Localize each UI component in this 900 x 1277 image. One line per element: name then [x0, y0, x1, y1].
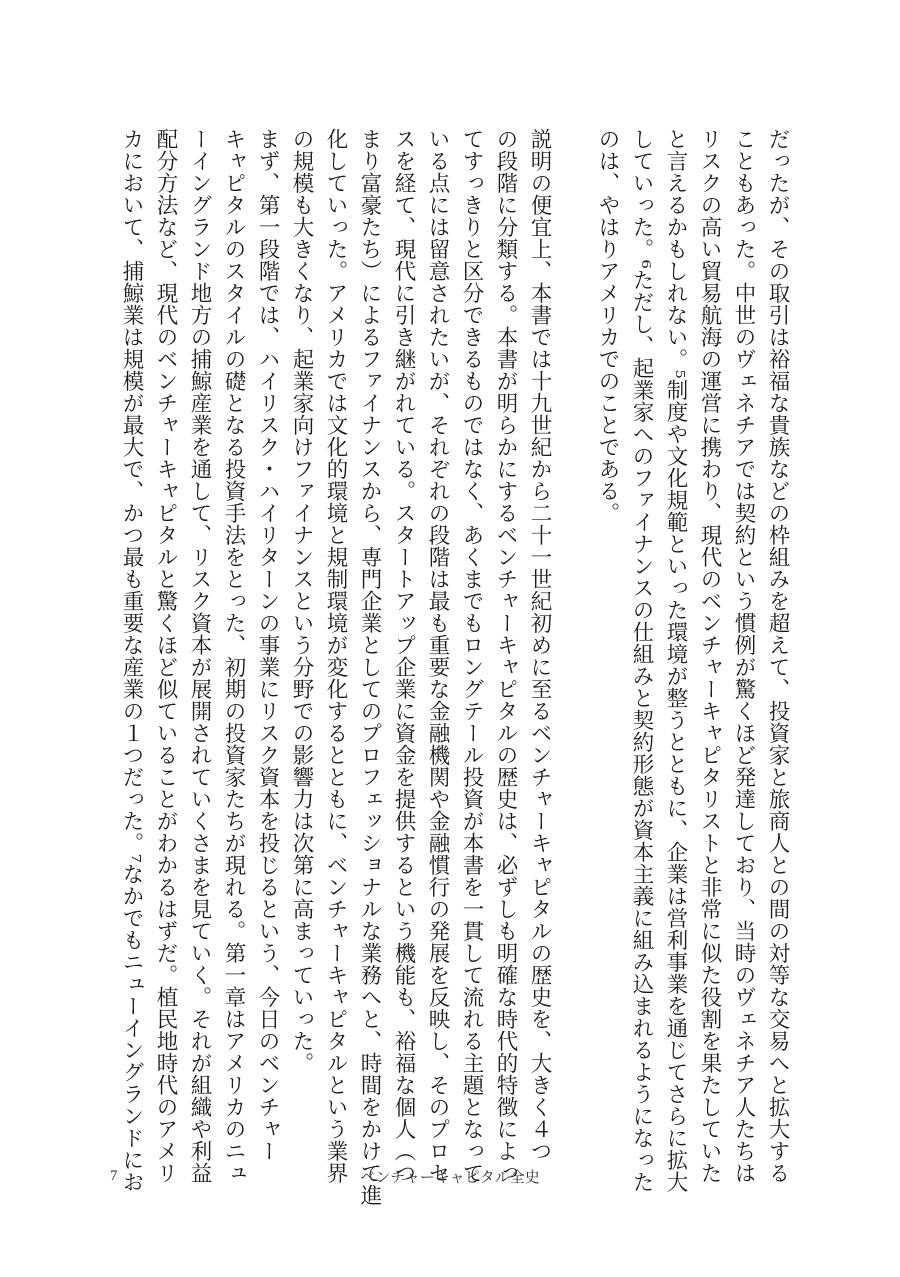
- text-column-15: の規模も大きくなり、起業家向けファイナンスという分野での影響力は次第に高まっていった。: [289, 128, 314, 1074]
- text-column-19: 配分方法など、現代のベンチャーキャピタルと驚くほど似ていることがわかるはずだ。植民地時代のアメリ: [153, 128, 178, 1184]
- book-title-footer: ベンチャーキャピタル全史: [360, 1168, 540, 1186]
- text-column-17: キャピタルのスタイルの礎となる投資手法をとった、初期の投資家たちが現れる。第一章はアメリカのニュ: [221, 128, 246, 1184]
- text-column-14: 化していった。アメリカでは文化的環境と規制環境が変化するとともに、ベンチャーキャピタルという業界: [323, 128, 348, 1184]
- text-column-13: まり富豪たち）によるファイナンスから、専門企業としてのプロフェッショナルな業務へと、時間をかけて進: [357, 128, 382, 1206]
- text-column-1: だったが、その取引は裕福な貴族などの枠組みを超えて、投資家と旅商人との間の対等な交易へと拡大する: [765, 128, 790, 1184]
- text-column-5: していった。⁶ただし、起業家へのファイナンスの仕組みと契約形態が資本主義に組み込まれるようになった: [629, 128, 654, 1194]
- text-column-9: の段階に分類する。本書が明らかにするベンチャーキャピタルの歴史は、必ずしも明確な時代的特徴によっ: [493, 128, 518, 1184]
- text-column-10: てすっきりと区分できるものではなく、あくまでもロングテール投資が本書を一貫して流れる主題となって: [459, 128, 484, 1184]
- text-column-4: と言えるかもしれない。⁵制度や文化規範といった環境が整うとともに、企業は営利事業を通じてさらに拡大: [663, 128, 688, 1194]
- text-column-20: カにおいて、捕鯨業は規模が最大で、かつ最も重要な産業の１つだった。⁷なかでもニューイングランドにお: [119, 128, 144, 1194]
- text-column-2: こともあった。中世のヴェネチアでは契約という慣例が驚くほど発達しており、当時のヴェネチア人たちは: [731, 128, 756, 1184]
- text-column-18: ーイングランド地方の捕鯨産業を通して、リスク資本が展開されていくさまを見ていく。それが組織や利益: [187, 128, 212, 1184]
- text-column-16: まず、第一段階では、ハイリスク・ハイリターンの事業にリスク資本を投じるという、今日のベンチャー: [255, 128, 280, 1162]
- text-column-6: のは、やはりアメリカでのことである。: [595, 128, 620, 524]
- text-column-8: 説明の便宜上、本書では十九世紀から二十一世紀初めに至るベンチャーキャピタルの歴史を、大きく４つ: [527, 128, 552, 1162]
- page-number: 7: [110, 1168, 118, 1184]
- text-column-3: リスクの高い貿易航海の運営に携わり、現代のベンチャーキャピタリストと非常に似た役割を果たしていた: [697, 128, 722, 1184]
- text-column-12: スを経て、現代に引き継がれている。スタートアップ企業に資金を提供するという機能も、裕福な個人（つ: [391, 128, 416, 1184]
- text-column-11: いる点には留意されたいが、それぞれの段階は最も重要な金融機関や金融慣行の発展を反映し、そのプロセ: [425, 128, 450, 1184]
